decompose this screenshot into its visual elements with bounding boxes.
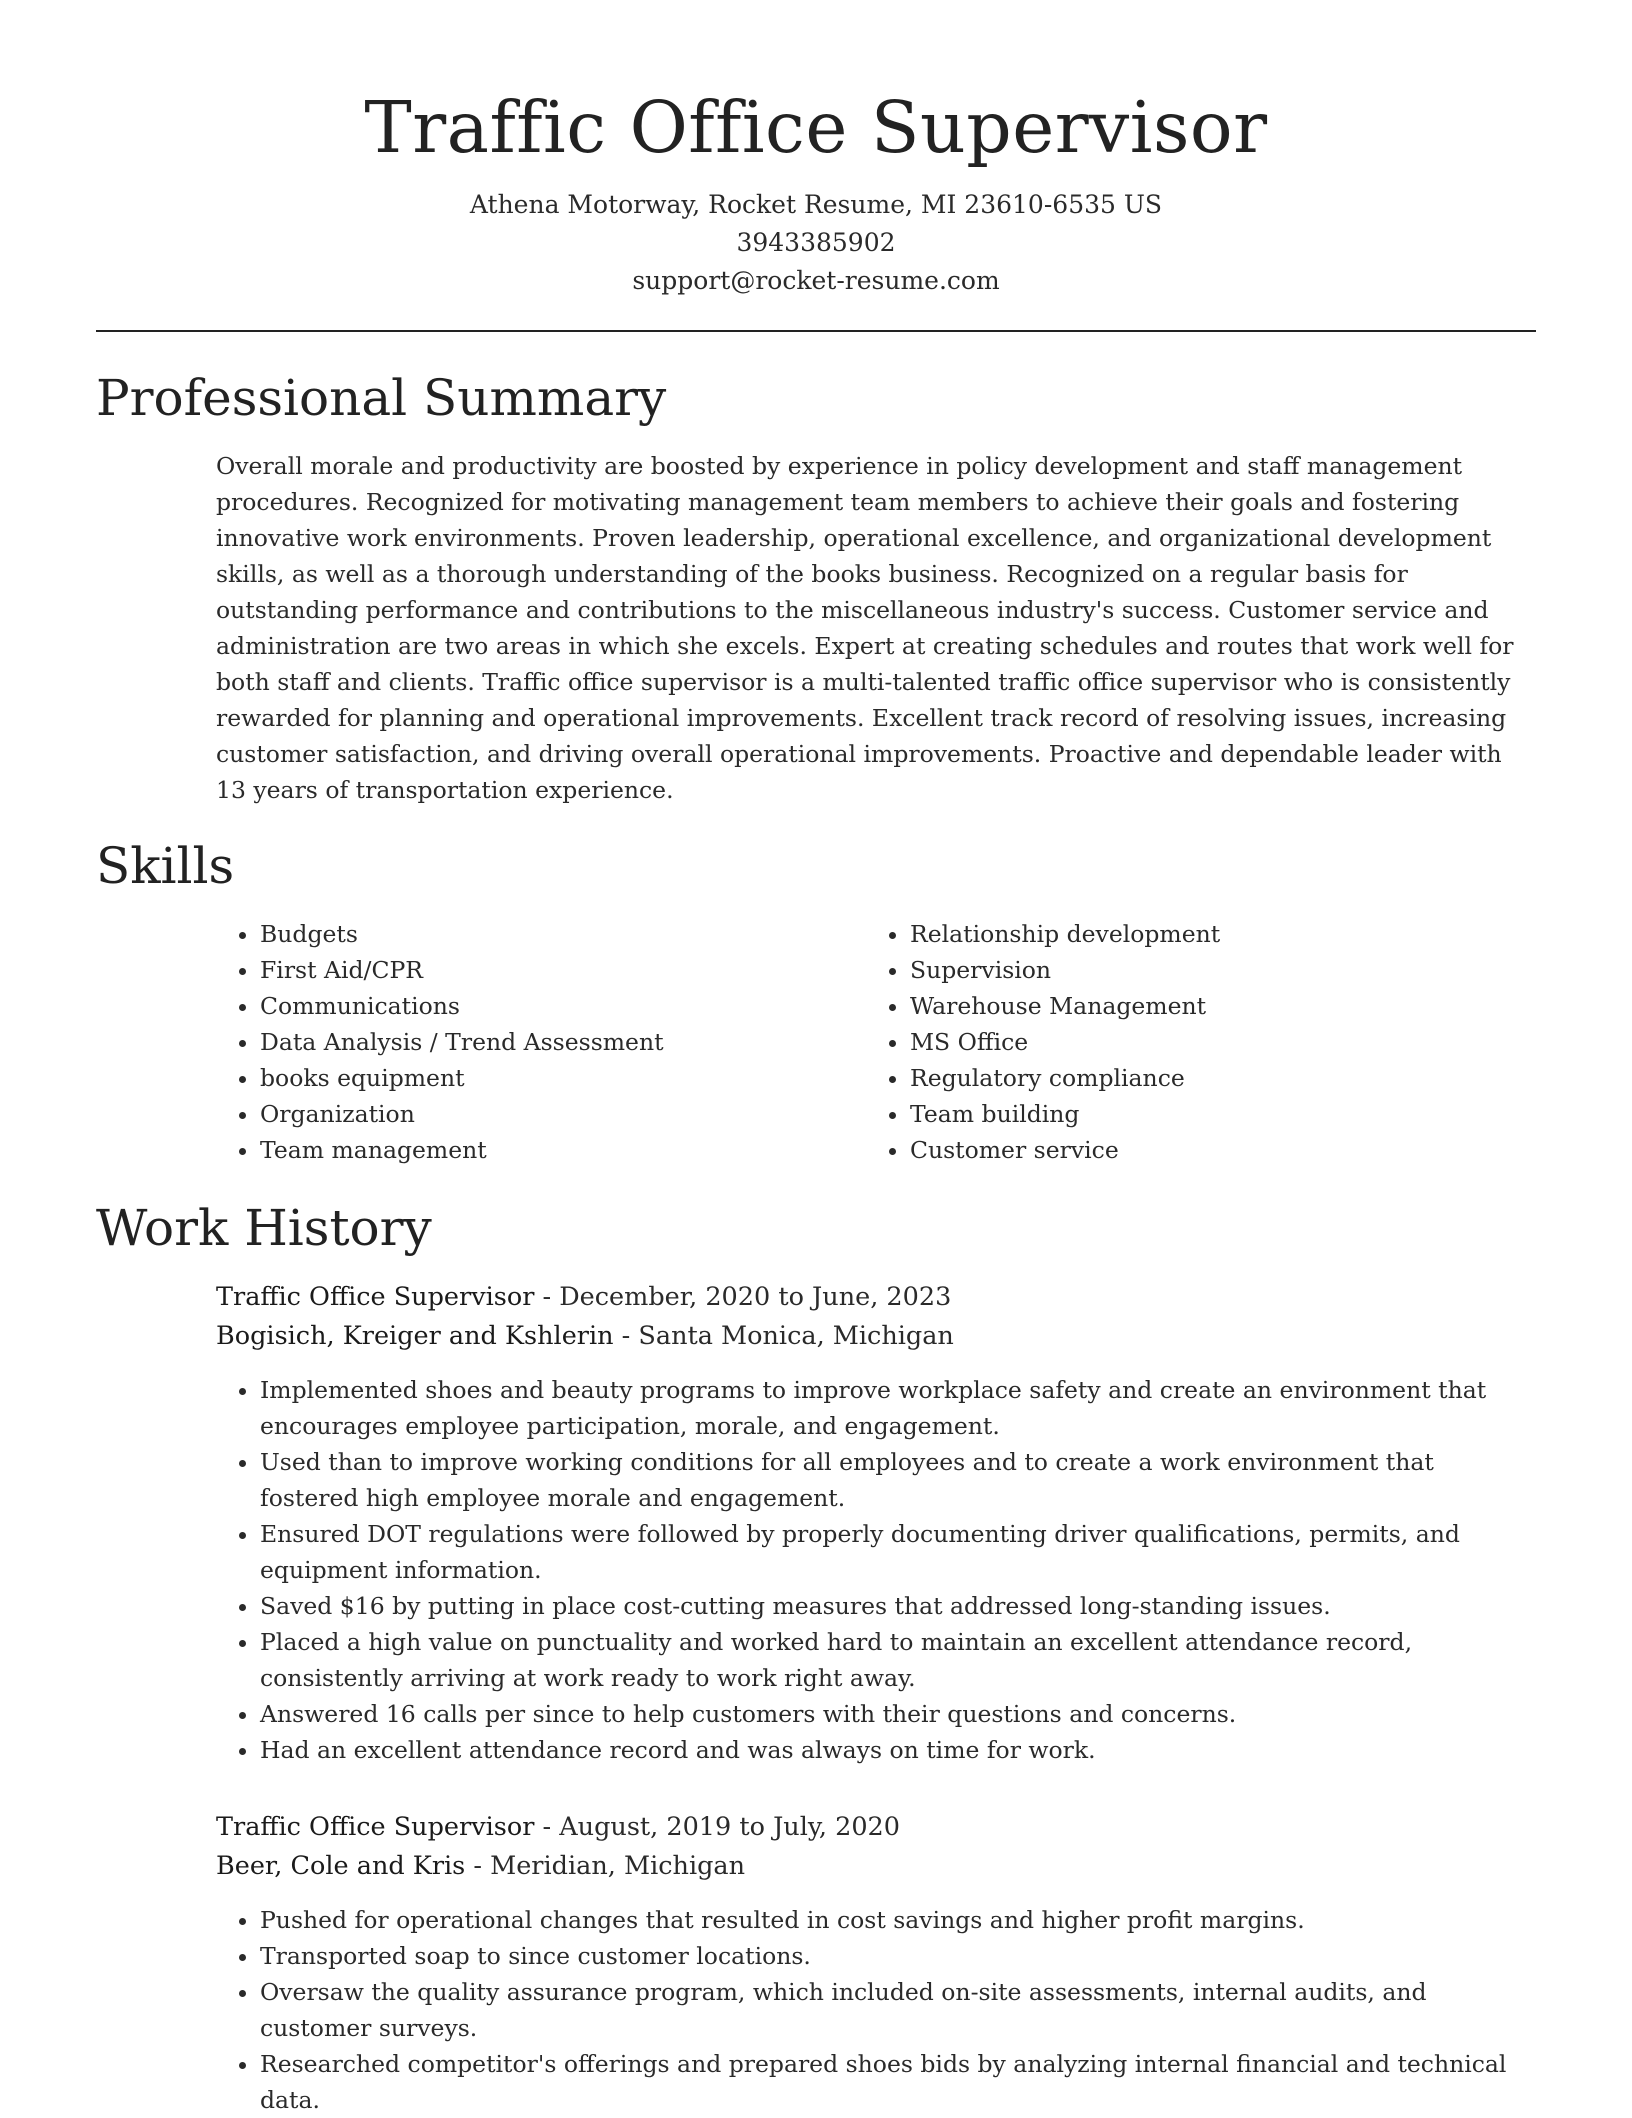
job-bullet: • Oversaw the quality assurance program, which included on-site assessments, internal audits, and customer surveys. <box>260 1974 1536 2046</box>
separator: - <box>465 1851 491 1881</box>
job-company-line <box>216 1317 1536 1356</box>
skills-list <box>216 916 1536 1168</box>
job-entry <box>216 1278 1536 1768</box>
job-bullet: • Used than to improve working conditions for all employees and to create a work environment that fostered high employee morale and engagement. <box>260 1444 1536 1516</box>
job-location: Meridian, Michigan <box>490 1851 746 1881</box>
job-bullet: • Implemented shoes and beauty programs to improve workplace safety and create an environment that encourages employee participation, morale, and engagement. <box>260 1372 1536 1444</box>
header-divider <box>96 330 1536 332</box>
contact-phone: 3943385902 <box>736 228 896 257</box>
contact-email: support@rocket-resume.com <box>632 266 1000 295</box>
skills-heading: Skills <box>96 837 235 895</box>
skill-item: • Customer service <box>910 1132 1220 1168</box>
skill-item: • First Aid/CPR <box>260 952 866 988</box>
job-bullet: • Placed a high value on punctuality and worked hard to maintain an excellent attendance record, consistently arriving at work ready to work right away. <box>260 1624 1536 1696</box>
skill-item: • MS Office <box>910 1024 1220 1060</box>
contact-address: Athena Motorway, Rocket Resume, MI 23610-6535 US <box>469 190 1163 219</box>
job-company: Bogisich, Kreiger and Kshlerin <box>216 1321 614 1351</box>
job-dates: August, 2019 to July, 2020 <box>559 1812 900 1842</box>
resume-page <box>96 0 1536 2118</box>
job-company: Beer, Cole and Kris <box>216 1851 466 1881</box>
skill-item: • Team management <box>260 1132 866 1168</box>
summary-text: Overall morale and productivity are boosted by experience in policy development and staff management procedures. Recognized for motivating management team members to achieve their goals and fostering innovative work environments. Proven leadership, operational excellence, and organizational development skills, as well as a thorough understanding of the books business. Recognized on a regular basis for outstanding performance and contributions to the miscellaneous industry's success. Customer service and administration are two areas in which she excels. Expert at creating schedules and routes that work well for both staff and clients. Traffic office supervisor is a multi-talented traffic office supervisor who is consistently rewarded for planning and operational improvements. Excellent track record of resolving issues, increasing customer satisfaction, and driving overall operational improvements. Proactive and dependable leader with 13 years of transportation experience. <box>216 452 1514 804</box>
skill-item: • Regulatory compliance <box>910 1060 1220 1096</box>
job-bullet: • Ensured DOT regulations were followed by properly documenting driver qualifications, permits, and equipment information. <box>260 1516 1536 1588</box>
job-title: Traffic Office Supervisor <box>216 1812 535 1842</box>
skill-item: • Budgets <box>260 916 866 952</box>
job-title: Traffic Office Supervisor <box>216 1282 535 1312</box>
skill-item: • Communications <box>260 988 866 1024</box>
job-title-line <box>216 1278 1536 1317</box>
separator: - <box>534 1812 560 1842</box>
work-history-heading: Work History <box>96 1199 432 1257</box>
skill-item: • Team building <box>910 1096 1220 1132</box>
job-bullet: • Pushed for operational changes that resulted in cost savings and higher profit margins. <box>260 1902 1536 1938</box>
job-dates: December, 2020 to June, 2023 <box>559 1282 952 1312</box>
job-bullet: • Answered 16 calls per since to help customers with their questions and concerns. <box>260 1696 1536 1732</box>
job-bullet: • Had an excellent attendance record and was always on time for work. <box>260 1732 1536 1768</box>
job-bullet: • Saved $16 by putting in place cost-cutting measures that addressed long-standing issues. <box>260 1588 1536 1624</box>
job-bullets <box>216 1372 1536 1768</box>
summary-heading: Professional Summary <box>96 369 667 427</box>
job-entry <box>216 1808 1536 2118</box>
resume-name: Traffic Office Supervisor <box>364 86 1268 169</box>
skills-column-right <box>866 916 1220 1168</box>
job-location: Santa Monica, Michigan <box>638 1321 954 1351</box>
contact-block <box>96 186 1536 300</box>
job-bullet: • Researched competitor's offerings and prepared shoes bids by analyzing internal financial and technical data. <box>260 2046 1536 2118</box>
job-bullets <box>216 1902 1536 2118</box>
job-title-line <box>216 1808 1536 1847</box>
job-company-line <box>216 1847 1536 1886</box>
skill-item: • Data Analysis / Trend Assessment <box>260 1024 866 1060</box>
skill-item: • Warehouse Management <box>910 988 1220 1024</box>
skill-item: • Organization <box>260 1096 866 1132</box>
skills-column-left <box>216 916 866 1168</box>
skill-item: • Supervision <box>910 952 1220 988</box>
separator: - <box>613 1321 639 1351</box>
skill-item: • books equipment <box>260 1060 866 1096</box>
separator: - <box>534 1282 560 1312</box>
job-bullet: • Transported soap to since customer locations. <box>260 1938 1536 1974</box>
skill-item: • Relationship development <box>910 916 1220 952</box>
